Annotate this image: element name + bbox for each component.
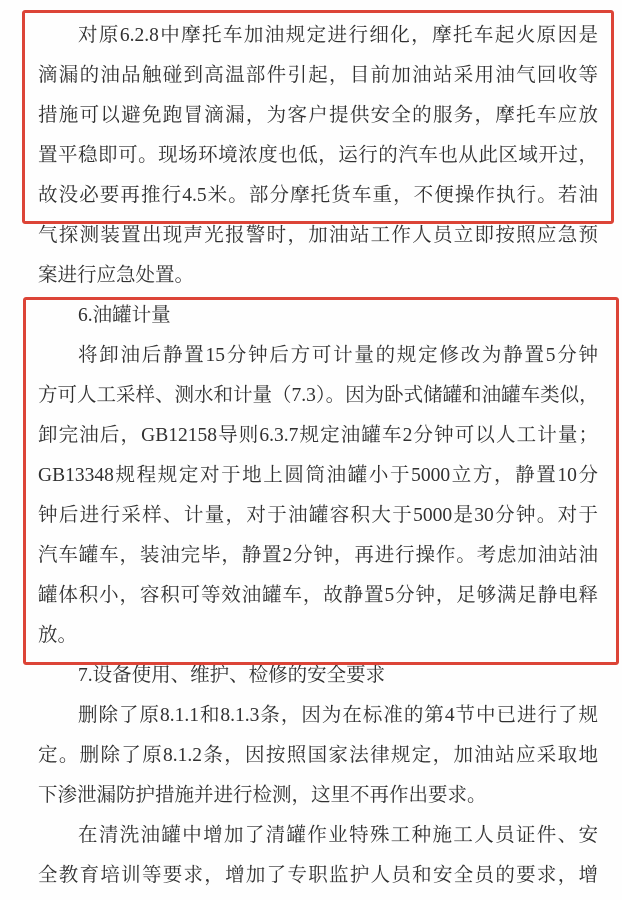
- text-line: 删除了原8.1.1和8.1.3条，因为在标准的第4节中已进行了规: [78, 705, 598, 726]
- text-line: 卸完油后，GB12158导则6.3.7规定油罐车2分钟可以人工计量；: [38, 425, 598, 446]
- text-line: 气探测装置出现声光报警时，加油站工作人员立即按照应急预: [38, 225, 598, 246]
- text-line: 在清洗油罐中增加了清罐作业特殊工种施工人员证件、安: [78, 825, 598, 846]
- text-line: 定。删除了原8.1.2条，因按照国家法律规定，加油站应采取地: [38, 745, 598, 766]
- document-text-block: [38, 16, 598, 896]
- text-line: 置平稳即可。现场环境浓度也低，运行的汽车也从此区域开过，: [38, 145, 598, 166]
- text-line: 下渗泄漏防护措施并进行检测，这里不再作出要求。: [38, 785, 487, 806]
- text-line: 罐体积小，容积可等效油罐车，故静置5分钟，足够满足静电释: [38, 585, 598, 606]
- text-line: 措施可以避免跑冒滴漏，为客户提供安全的服务，摩托车应放: [38, 105, 598, 126]
- text-line: 全教育培训等要求，增加了专职监护人员和安全员的要求，增: [38, 865, 598, 886]
- text-line: 滴漏的油品触碰到高温部件引起，目前加油站采用油气回收等: [38, 65, 598, 86]
- text-line: 将卸油后静置15分钟后方可计量的规定修改为静置5分钟: [78, 345, 598, 366]
- text-line: 对原6.2.8中摩托车加油规定进行细化，摩托车起火原因是: [78, 25, 598, 46]
- text-line: 汽车罐车，装油完毕，静置2分钟，再进行操作。考虑加油站油: [38, 545, 598, 566]
- text-line: 放。: [38, 625, 78, 646]
- text-line: 6.油罐计量: [78, 305, 171, 326]
- text-line: 方可人工采样、测水和计量（7.3）。因为卧式储罐和油罐车类似，: [38, 385, 599, 406]
- text-line: 钟后进行采样、计量，对于油罐容积大于5000是30分钟。对于: [38, 505, 598, 526]
- text-line: GB13348规程规定对于地上圆筒油罐小于5000立方，静置10分: [38, 465, 598, 486]
- text-line: 7.设备使用、维护、检修的安全要求: [78, 665, 386, 686]
- text-line: 故没必要再推行4.5米。部分摩托货车重，不便操作执行。若油: [38, 185, 598, 206]
- text-line: 案进行应急处置。: [38, 265, 195, 286]
